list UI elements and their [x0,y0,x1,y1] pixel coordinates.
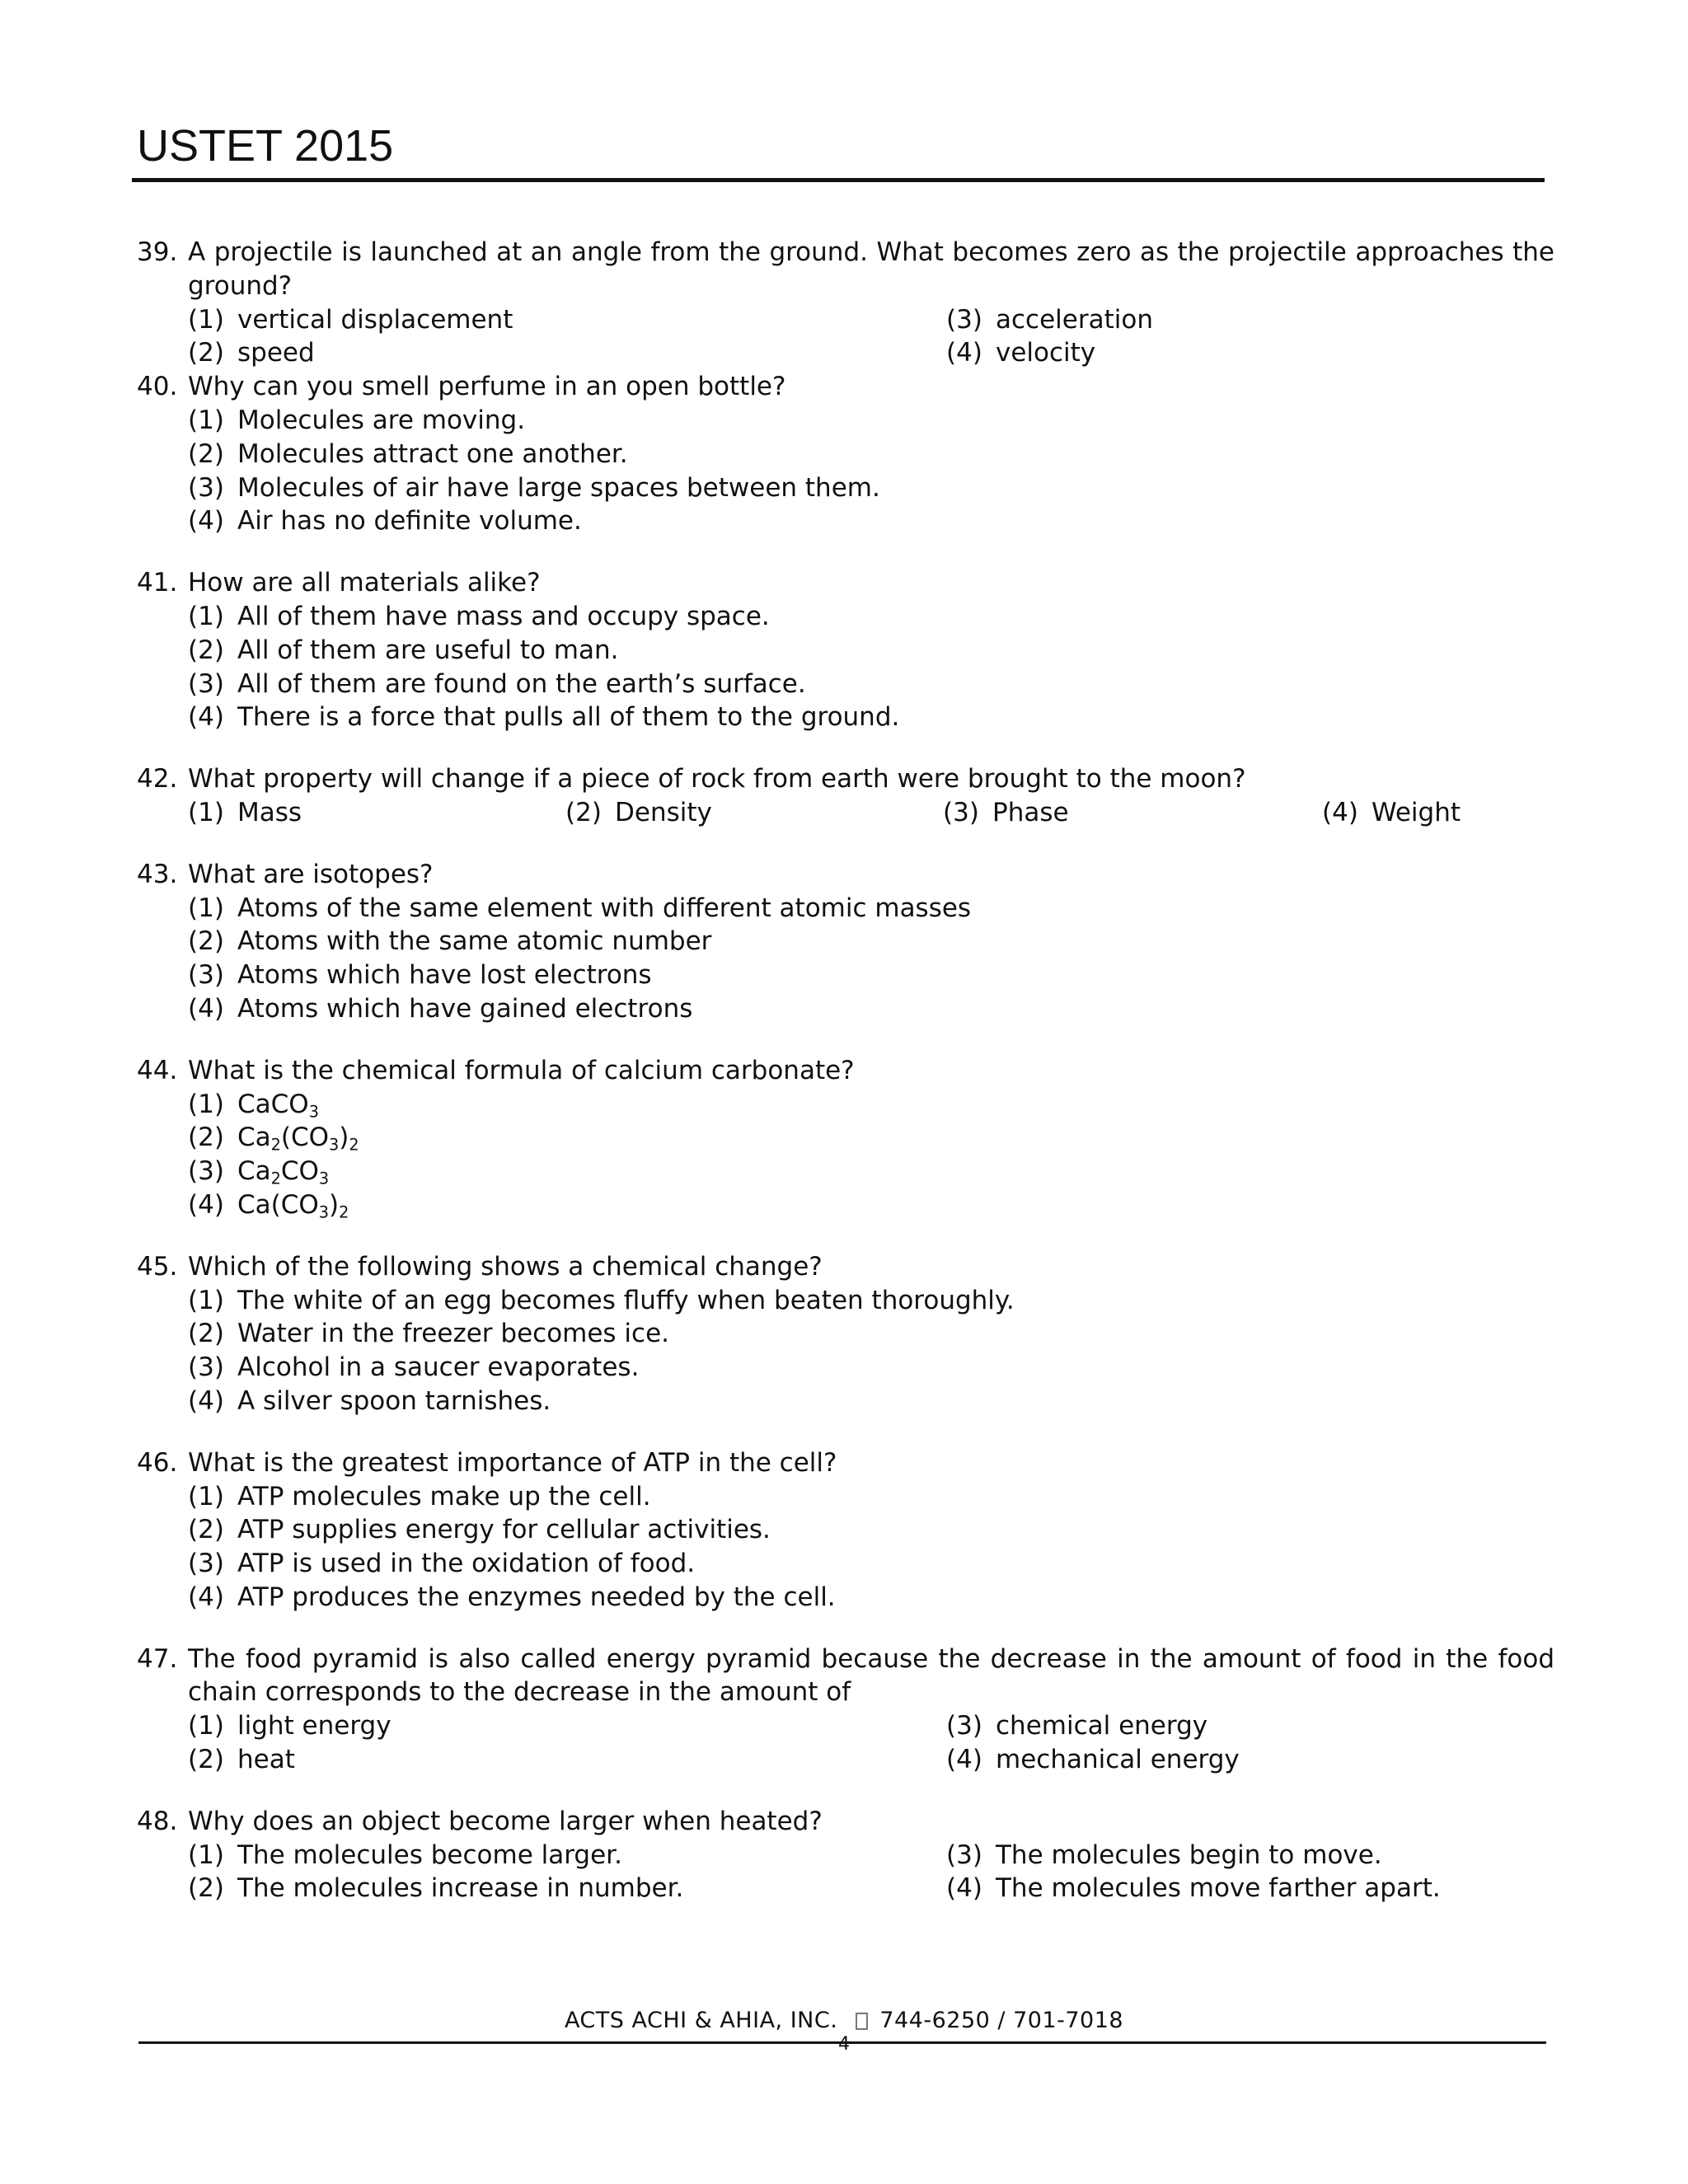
option-2: (2) ATP supplies energy for cellular activities. [188,1515,771,1545]
phone-icon [856,2013,868,2030]
question-number: 40. [137,372,178,402]
option-3: (3) chemical energy [946,1711,1208,1741]
header-divider [132,178,1545,182]
option-2: (2) All of them are useful to man. [188,635,619,665]
question-47 [137,1643,1554,1777]
option-3: (3) acceleration [946,304,1153,335]
option-4: (4) Atoms which have gained electrons [188,993,693,1024]
question-43 [137,858,1554,1026]
option-2: (2) Water in the freezer becomes ice. [188,1319,670,1349]
option-1: (1) vertical displacement [188,304,513,335]
question-number: 42. [137,764,178,794]
question-number: 45. [137,1251,178,1282]
option-3: (3) Molecules of air have large spaces between them. [188,472,880,503]
question-text: What is the greatest importance of ATP in the cell? [188,1447,837,1478]
option-2: (2) speed [188,338,315,368]
option-1: (1) ATP molecules make up the cell. [188,1481,651,1511]
question-text: How are all materials alike? [188,568,541,598]
option-4: (4) There is a force that pulls all of them to the ground. [188,702,900,733]
option-3: (3) $Ca_2CO_3$ [188,1155,1554,1188]
question-number: 47. [137,1643,178,1674]
option-4: (4) $Ca(CO_3)_2$ [188,1188,1554,1222]
chemical-formula: $Ca_2CO_3$ [237,1156,330,1188]
option-1: (1) Atoms of the same element with different atomic masses [188,893,972,923]
option-1: (1) Molecules are moving. [188,405,526,435]
page-number: 4 [838,2034,850,2055]
option-1: (1) All of them have mass and occupy space. [188,601,770,631]
option-3: (3) All of them are found on the earth’s surface. [188,668,806,699]
question-text: Which of the following shows a chemical change? [188,1251,823,1282]
options [188,1839,1554,1906]
option-1: (1) light energy [188,1711,392,1741]
option-3: (3) Phase [943,797,1069,827]
option-2: (2) The molecules increase in number. [188,1873,684,1904]
question-number: 43. [137,859,178,889]
option-4: (4) ATP produces the enzymes needed by the cell. [188,1582,836,1612]
option-2: (2) Molecules attract one another. [188,438,628,469]
footer [0,2008,1688,2033]
question-text: What is the chemical formula of calcium carbonate? [188,1055,855,1085]
options [188,600,1554,734]
option-4: (4) The molecules move farther apart. [946,1873,1441,1904]
question-41 [137,566,1554,734]
options [188,303,1554,371]
options [188,1709,1554,1777]
option-4: (4) velocity [946,338,1096,368]
question-number: 41. [137,568,178,598]
options [188,404,1554,538]
option-1: (1) Mass [188,797,302,827]
page-title: USTET 2015 [137,121,394,171]
chemical-formula: $Ca(CO_3)_2$ [237,1189,349,1222]
option-3: (3) ATP is used in the oxidation of food. [188,1549,696,1579]
options [188,796,1554,830]
question-text: What are isotopes? [188,859,434,889]
question-48 [137,1805,1554,1905]
question-42 [137,762,1554,830]
option-3: (3) Alcohol in a saucer evaporates. [188,1352,640,1383]
option-4: (4) mechanical energy [946,1745,1240,1775]
question-46 [137,1446,1554,1615]
option-4: (4) Air has no definite volume. [188,506,582,537]
option-2: (2) $Ca_2(CO_3)_2$ [188,1121,1554,1155]
option-3: (3) The molecules begin to move. [946,1840,1382,1870]
option-4: (4) Weight [1322,797,1461,827]
question-text: Why does an object become larger when heated? [188,1806,823,1836]
question-text: The food pyramid is also called energy pyramid because the decrease in the amount of food in the food chain corresponds to the decrease in the amount of [188,1643,1554,1708]
question-text: A projectile is launched at an angle from the ground. What becomes zero as the projectile approaches the ground? [188,237,1554,301]
options [188,1088,1554,1222]
footer-phone: 744-6250 / 701-7018 [879,2008,1124,2033]
footer-company: ACTS ACHI & AHIA, INC. [564,2008,838,2033]
question-44 [137,1054,1554,1222]
option-3: (3) Atoms which have lost electrons [188,960,652,991]
option-1: (1) The molecules become larger. [188,1840,622,1870]
option-4: (4) A silver spoon tarnishes. [188,1385,551,1416]
options [188,1480,1554,1615]
question-39 [137,236,1554,370]
options [188,892,1554,1026]
question-number: 44. [137,1055,178,1085]
question-number: 46. [137,1447,178,1478]
question-list [137,236,1554,1905]
question-number: 39. [137,237,178,267]
chemical-formula: $Ca_2(CO_3)_2$ [237,1122,359,1155]
question-40 [137,370,1554,538]
options [188,1284,1554,1418]
option-2: (2) Atoms with the same atomic number [188,926,712,957]
chemical-formula: CaCO$_3$ [237,1089,319,1121]
question-number: 48. [137,1806,178,1836]
question-text: Why can you smell perfume in an open bottle? [188,372,786,402]
question-text: What property will change if a piece of rock from earth were brought to the moon? [188,764,1246,794]
option-1: (1) CaCO$_3$ [188,1088,1554,1122]
option-2: (2) Density [565,797,712,827]
option-2: (2) heat [188,1745,295,1775]
question-45 [137,1250,1554,1418]
option-1: (1) The white of an egg becomes fluffy when beaten thoroughly. [188,1285,1015,1315]
